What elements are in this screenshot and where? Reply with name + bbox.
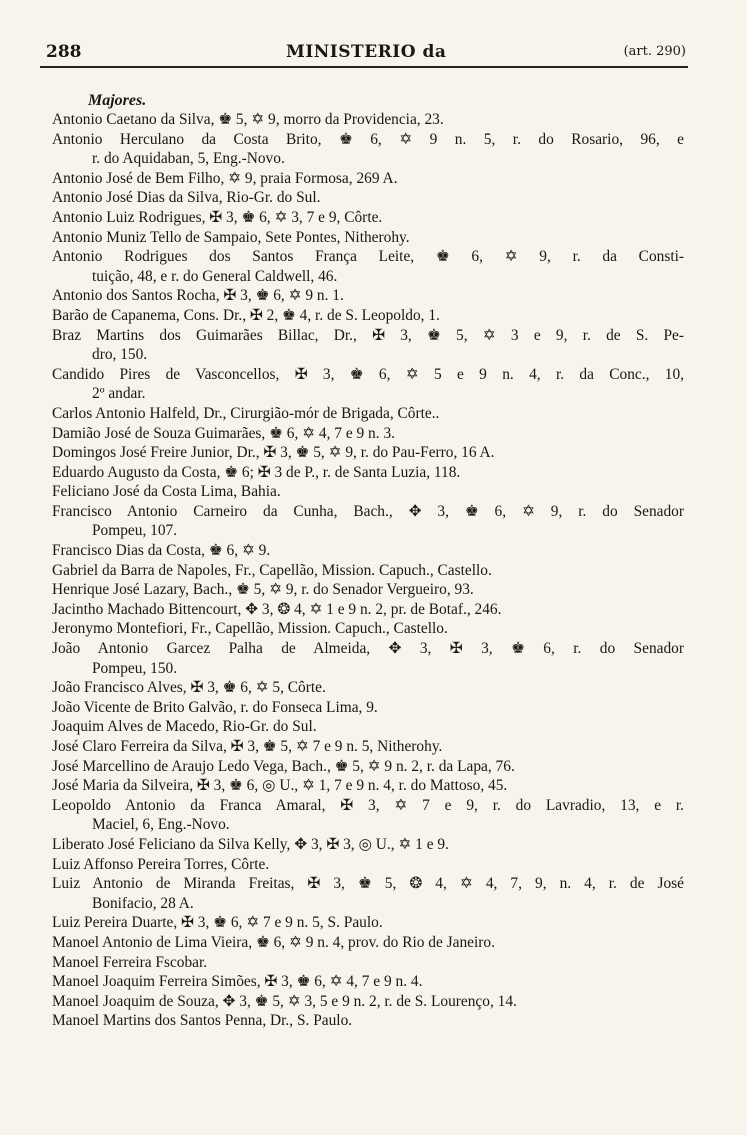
entry-line: Antonio Caetano da Silva, ♚ 5, ✡ 9, morro da Providencia, 23.	[52, 111, 444, 128]
entry-line: Liberato José Feliciano da Silva Kelly, ✥ 3, ✠ 3, ◎ U., ✡ 1 e 9.	[52, 835, 449, 853]
entry-line: José Claro Ferreira da Silva, ✠ 3, ♚ 5, ✡ 7 e 9 n. 5, Nitherohy.	[52, 738, 443, 755]
entry-line: José Maria da Silveira, ✠ 3, ♚ 6, ◎ U., ✡ 1, 7 e 9 n. 4, r. do Mattoso, 45.	[52, 777, 508, 795]
entry-line: Antonio José Dias da Silva, Rio-Gr. do Sul.	[52, 189, 321, 207]
entry-continuation-line: Pompeu, 107.	[92, 522, 178, 540]
entry-line: Joaquim Alves de Macedo, Rio-Gr. do Sul.	[52, 718, 317, 736]
entry-line: Manoel Martins dos Santos Penna, Dr., S. Paulo.	[52, 1012, 353, 1030]
entry-line: Candido Pires de Vasconcellos, ✠ 3, ♚ 6, ✡ 5 e 9 n. 4, r. da Conc., 10,	[52, 365, 684, 383]
entry-line: Francisco Antonio Carneiro da Cunha, Bach., ✥ 3, ♚ 6, ✡ 9, r. do Senador	[52, 502, 684, 520]
entry-list	[52, 110, 684, 1031]
entry-continuation-line: Bonifacio, 28 A.	[92, 894, 194, 912]
page-header	[46, 42, 686, 66]
running-title: MINISTERIO da	[286, 42, 447, 62]
entry-line: Manoel Joaquim Ferreira Simões, ✠ 3, ♚ 6, ✡ 4, 7 e 9 n. 4.	[52, 973, 423, 991]
entry-line: Feliciano José da Costa Lima, Bahia.	[52, 483, 281, 501]
article-reference: (art. 290)	[623, 44, 686, 59]
page-number: 288	[46, 42, 82, 62]
section-title: Majores.	[88, 92, 147, 109]
entry-line: Henrique José Lazary, Bach., ♚ 5, ✡ 9, r. do Senador Vergueiro, 93.	[52, 581, 474, 599]
entry-line: Leopoldo Antonio da Franca Amaral, ✠ 3, ✡ 7 e 9, r. do Lavradio, 13, e r.	[52, 796, 684, 814]
entry-line: Eduardo Augusto da Costa, ♚ 6; ✠ 3 de P., r. de Santa Luzia, 118.	[52, 463, 461, 481]
entry-line: João Antonio Garcez Palha de Almeida, ✥ 3, ✠ 3, ♚ 6, r. do Senador	[52, 640, 684, 658]
entry-continuation-line: Maciel, 6, Eng.-Novo.	[92, 816, 230, 834]
entry-line: José Marcellino de Araujo Ledo Vega, Bach., ♚ 5, ✡ 9 n. 2, r. da Lapa, 76.	[52, 757, 515, 775]
entry-line: Antonio Herculano da Costa Brito, ♚ 6, ✡ 9 n. 5, r. do Rosario, 96, e	[52, 130, 684, 148]
entry-continuation-line: r. do Aquidaban, 5, Eng.-Novo.	[92, 150, 285, 168]
entry-line: Manoel Ferreira Fscobar.	[52, 953, 208, 971]
entry-line: Domingos José Freire Junior, Dr., ✠ 3, ♚ 5, ✡ 9, r. do Pau-Ferro, 16 A.	[52, 444, 495, 462]
entry-line: Luiz Affonso Pereira Torres, Côrte.	[52, 855, 270, 873]
entry-line: Antonio Rodrigues dos Santos França Leite, ♚ 6, ✡ 9, r. da Consti-	[52, 248, 684, 266]
entry-line: Antonio Muniz Tello de Sampaio, Sete Pontes, Nitherohy.	[52, 228, 410, 246]
entry-line: Braz Martins dos Guimarães Billac, Dr., ✠ 3, ♚ 5, ✡ 3 e 9, r. de S. Pe-	[52, 326, 684, 344]
entry-line: Carlos Antonio Halfeld, Dr., Cirurgião-mór de Brigada, Côrte..	[52, 404, 440, 422]
entry-continuation-line: 2º andar.	[92, 385, 146, 403]
entry-line: João Francisco Alves, ✠ 3, ♚ 6, ✡ 5, Côrte.	[52, 679, 326, 697]
entry-line: Manoel Antonio de Lima Vieira, ♚ 6, ✡ 9 n. 4, prov. do Rio de Janeiro.	[52, 933, 495, 951]
entry-continuation-line: dro, 150.	[92, 346, 148, 364]
entry-line: Antonio Luiz Rodrigues, ✠ 3, ♚ 6, ✡ 3, 7 e 9, Côrte.	[52, 208, 383, 226]
entry-line: Jacintho Machado Bittencourt, ✥ 3, ❂ 4, ✡ 1 e 9 n. 2, pr. de Botaf., 246.	[52, 600, 502, 618]
header-rule	[40, 66, 688, 68]
entry-continuation-line: Pompeu, 150.	[92, 659, 178, 677]
entry-line: Barão de Capanema, Cons. Dr., ✠ 2, ♚ 4, r. de S. Leopoldo, 1.	[52, 306, 440, 324]
entry-line: Damião José de Souza Guimarães, ♚ 6, ✡ 4, 7 e 9 n. 3.	[52, 424, 395, 442]
entry-line: Jeronymo Montefiori, Fr., Capellão, Mission. Capuch., Castello.	[52, 620, 448, 638]
entry-line: Francisco Dias da Costa, ♚ 6, ✡ 9.	[52, 542, 271, 560]
entry-line: Antonio dos Santos Rocha, ✠ 3, ♚ 6, ✡ 9 n. 1.	[52, 287, 344, 305]
entry-line: Manoel Joaquim de Souza, ✥ 3, ♚ 5, ✡ 3, 5 e 9 n. 2, r. de S. Lourenço, 14.	[52, 992, 517, 1010]
entry-line: Luiz Antonio de Miranda Freitas, ✠ 3, ♚ 5, ❂ 4, ✡ 4, 7, 9, n. 4, r. de José	[52, 875, 684, 893]
entry-continuation-line: tuição, 48, e r. do General Caldwell, 46.	[92, 267, 338, 285]
entry-line: João Vicente de Brito Galvão, r. do Fonseca Lima, 9.	[52, 698, 378, 716]
entry-line: Antonio José de Bem Filho, ✡ 9, praia Formosa, 269 A.	[52, 169, 398, 187]
entry-line: Luiz Pereira Duarte, ✠ 3, ♚ 6, ✡ 7 e 9 n. 5, S. Paulo.	[52, 914, 383, 932]
entry-line: Gabriel da Barra de Napoles, Fr., Capellão, Mission. Capuch., Castello.	[52, 561, 492, 579]
